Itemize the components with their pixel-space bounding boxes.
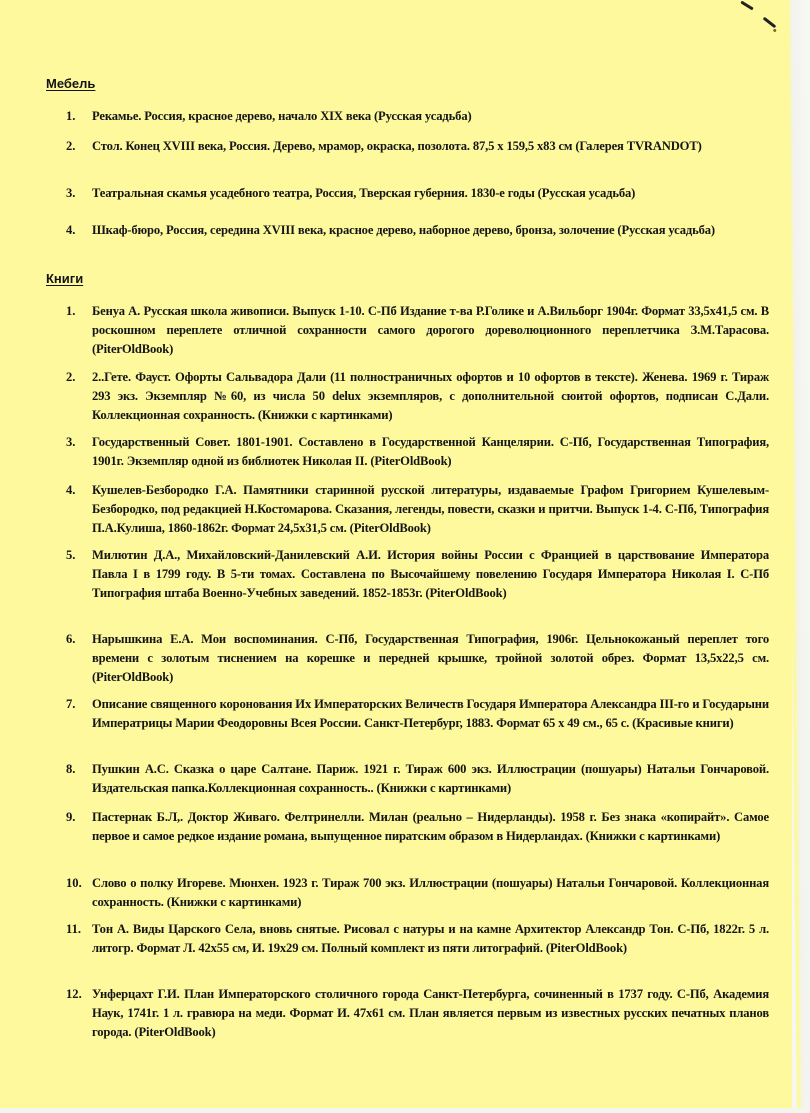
item-number: 12. — [66, 987, 82, 1001]
item-number: 11. — [66, 922, 82, 936]
item-number: 2. — [66, 139, 76, 153]
item-number: 6. — [66, 632, 76, 646]
item-text: Нарышкина Е.А. Мои воспоминания. С-Пб, Государственная Типография, 1906г. Цельнокожаный переплет того времени с золотым тиснением на корешке и передней крышке, тройной золотой обрез. Формат 13,5х22,5 см. (PiterOldBook) — [92, 632, 769, 684]
item-text: Описание священного коронования Их Императорских Величеств Государя Императора Александра III-го и Государыни Императрицы Марии Феодоровны Всея России. Санкт-Петербург, 1883. Формат 65 х 49 см., 65 с. (Красивые книги) — [92, 697, 769, 730]
item-text: Тон А. Виды Царского Села, вновь снятые. Рисовал с натуры и на камне Архитектор Александр Тон. С-Пб, 1822г. 5 л. литогр. Формат Л. 42х55 см, И. 19х29 см. Полный комплект из пяти литографий. (PiterOldBook) — [92, 922, 769, 955]
item-text: Пастернак Б.Л,. Доктор Живаго. Фелтринелли. Милан (реально – Нидерланды). 1958 г. Без знака «копирайт». Самое первое и самое редкое издание романа, выпущенное пиратским образом в Нидерландах. (Книжки с картинками) — [92, 810, 769, 843]
item-number: 3. — [66, 186, 76, 200]
item-text: Государственный Совет. 1801-1901. Составлено в Государственной Канцелярии. С-Пб, Государственная Типография, 1901г. Экземпляр одной из библиотек Николая II. (PiterOldBook) — [92, 435, 769, 468]
section-heading-books: Книги — [46, 271, 84, 286]
item-text: Стол. Конец XVIII века, Россия. Дерево, мрамор, окраска, позолота. 87,5 х 159,5 х83 см (Галерея TVRANDOT) — [92, 139, 702, 153]
item-number: 10. — [66, 876, 82, 890]
item-text: Бенуа А. Русская школа живописи. Выпуск 1-10. С-Пб Издание т-ва Р.Голике и А.Вильборг 1904г. Формат 33,5х41,5 см. В роскошном переплете отличной сохранности самого дорогого дореволюционного переплетчика З.М.Тарасова. (PiterOldBook) — [92, 304, 769, 356]
item-number: 1. — [66, 109, 76, 123]
item-number: 2. — [66, 370, 76, 384]
item-text: Слово о полку Игореве. Мюнхен. 1923 г. Тираж 700 экз. Иллюстрации (пошуары) Натальи Гончаровой. Коллекционная сохранность. (Книжки с картинками) — [92, 876, 769, 909]
item-number: 1. — [66, 304, 76, 318]
page-bottom-edge — [0, 1108, 810, 1113]
item-number: 7. — [66, 697, 76, 711]
item-text: Кушелев-Безбородко Г.А. Памятники старинной русской литературы, издаваемые Графом Григорием Кушелевым-Безбородко, под редакцией Н.Костомарова. Сказания, легенды, повести, сказки и притчи. Выпуск 1-4. С-Пб, Типография П.А.Кулиша, 1860-1862г. Формат 24,5х31,5 см. (PiterOldBook) — [92, 483, 769, 535]
item-text: Пушкин А.С. Сказка о царе Салтане. Париж. 1921 г. Тираж 600 экз. Иллюстрации (пошуары) Натальи Гончаровой. Издательская папка.Коллекционная сохранность.. (Книжки с картинками) — [92, 762, 769, 795]
item-text: Рекамье. Россия, красное дерево, начало XIX века (Русская усадьба) — [92, 109, 472, 123]
item-number: 9. — [66, 810, 76, 824]
item-text: Милютин Д.А., Михайловский-Данилевский А.И. История войны России с Францией в царствование Императора Павла I в 1799 году. В 5-ти томах. Составлена по Высочайшему повелению Государя Императора Николая I. С-Пб Типография штаба Военно-Учебных заведений. 1852-1853г. (PiterOldBook) — [92, 548, 769, 600]
item-text: Шкаф-бюро, Россия, середина XVIII века, красное дерево, наборное дерево, бронза, золочение (Русская усадьба) — [92, 223, 715, 237]
item-text: 2..Гете. Фауст. Офорты Сальвадора Дали (11 полностраничных офортов и 10 офортов в тексте). Женева. 1969 г. Тираж 293 экз. Экземпляр №60, из числа 50 delux экземпляров, с дополнительной сюитой офортов, подписан С.Дали. Коллекционная сохранность. (Книжки с картинками) — [92, 370, 769, 422]
item-number: 3. — [66, 435, 76, 449]
item-text: Унферцахт Г.И. План Императорского столичного города Санкт-Петербурга, сочиненный в 1737 году. С-Пб, Академия Наук, 1741г. 1 л. гравюра на меди. Формат И. 47х61 см. План является первым из известных русских печатных планов города. (PiterOldBook) — [92, 987, 769, 1039]
item-number: 4. — [66, 223, 76, 237]
item-text: Театральная скамья усадебного театра, Россия, Тверская губерния. 1830-е годы (Русская усадьба) — [92, 186, 636, 200]
item-number: 8. — [66, 762, 76, 776]
item-number: 5. — [66, 548, 76, 562]
section-heading-furniture: Мебель — [46, 76, 96, 91]
item-number: 4. — [66, 483, 76, 497]
